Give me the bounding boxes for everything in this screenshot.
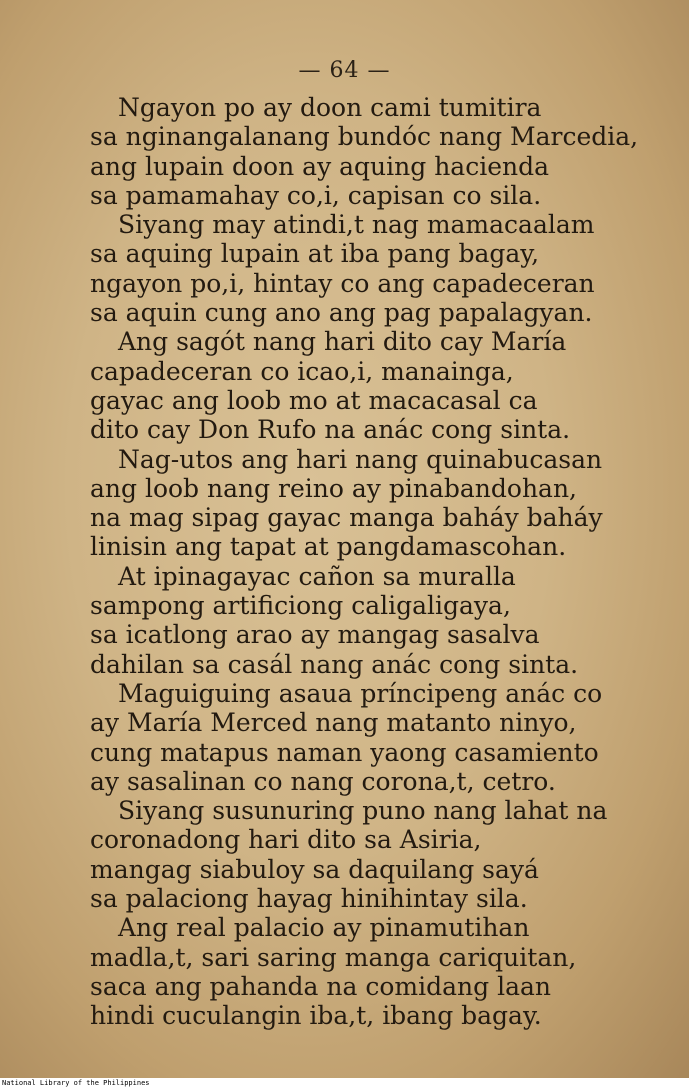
verse-line: cung matapus naman yaong casamiento (90, 737, 599, 767)
verse-line: Nag-utos ang hari nang quinabucasan (118, 444, 603, 474)
verse-line: sampong artificiong caligaligaya, (90, 591, 511, 621)
stanza (0, 679, 689, 796)
verse-line: sa aquing lupain at iba pang bagay, (90, 239, 540, 269)
stanza (0, 562, 689, 679)
stanza (0, 93, 689, 210)
library-credit: National Library of the Philippines (2, 1079, 150, 1087)
verse-line: ang lupain doon ay aquing hacienda (90, 151, 549, 181)
verse-line: sa icatlong arao ay mangag sasalva (90, 620, 540, 650)
verse-line: ngayon po,i, hintay co ang capadeceran (90, 268, 595, 298)
verse-line: sa palaciong hayag hinihintay sila. (90, 884, 528, 914)
verse-line: linisin ang tapat at pangdamascohan. (90, 532, 567, 562)
verse-line: dito cay Don Rufo na anác cong sinta. (90, 415, 571, 445)
verse-line: saca ang pahanda na comidang laan (90, 971, 551, 1001)
verse-line: ang loob nang reino ay pinabandohan, (90, 473, 577, 503)
stanza (0, 445, 689, 562)
stanza (0, 796, 689, 913)
verse-line: Ang sagót nang hari dito cay María (118, 327, 567, 357)
verse-line: Siyang may atindi,t nag mamacaalam (118, 210, 595, 240)
verse-line: hindi cuculangin iba,t, ibang bagay. (90, 1001, 542, 1031)
verse-line: sa aquin cung ano ang pag papalagyan. (90, 298, 593, 328)
verse-line: sa nginangalanang bundóc nang Marcedia, (90, 122, 639, 152)
verse-line: Siyang susunuring puno nang lahat na (118, 796, 608, 826)
verse-line: madla,t, sari saring manga cariquitan, (90, 942, 577, 972)
stanza (0, 327, 689, 444)
verse-line: At ipinagayac cañon sa muralla (118, 561, 516, 591)
verse-line: mangag siabuloy sa daquilang sayá (90, 854, 539, 884)
verse-line: Maguiguing asaua príncipeng anác co (118, 678, 603, 708)
verse-body (0, 93, 689, 1031)
verse-line: gayac ang loob mo at macacasal ca (90, 385, 538, 415)
verse-line: Ang real palacio ay pinamutihan (118, 913, 530, 943)
page-number: — 64 — (298, 58, 391, 83)
verse-line: capadeceran co icao,i, manainga, (90, 356, 514, 386)
verse-line: ay sasalinan co nang corona,t, cetro. (90, 766, 556, 796)
verse-line: Ngayon po ay doon cami tumitira (118, 93, 542, 122)
verse-line: ay María Merced nang matanto ninyo, (90, 708, 577, 738)
stanza (0, 913, 689, 1030)
stanza (0, 210, 689, 327)
verse-line: coronadong hari dito sa Asiria, (90, 825, 482, 855)
verse-line: na mag sipag gayac manga baháy baháy (90, 503, 603, 533)
verse-line: dahilan sa casál nang anác cong sinta. (90, 649, 579, 679)
verse-line: sa pamamahay co,i, capisan co sila. (90, 180, 542, 210)
